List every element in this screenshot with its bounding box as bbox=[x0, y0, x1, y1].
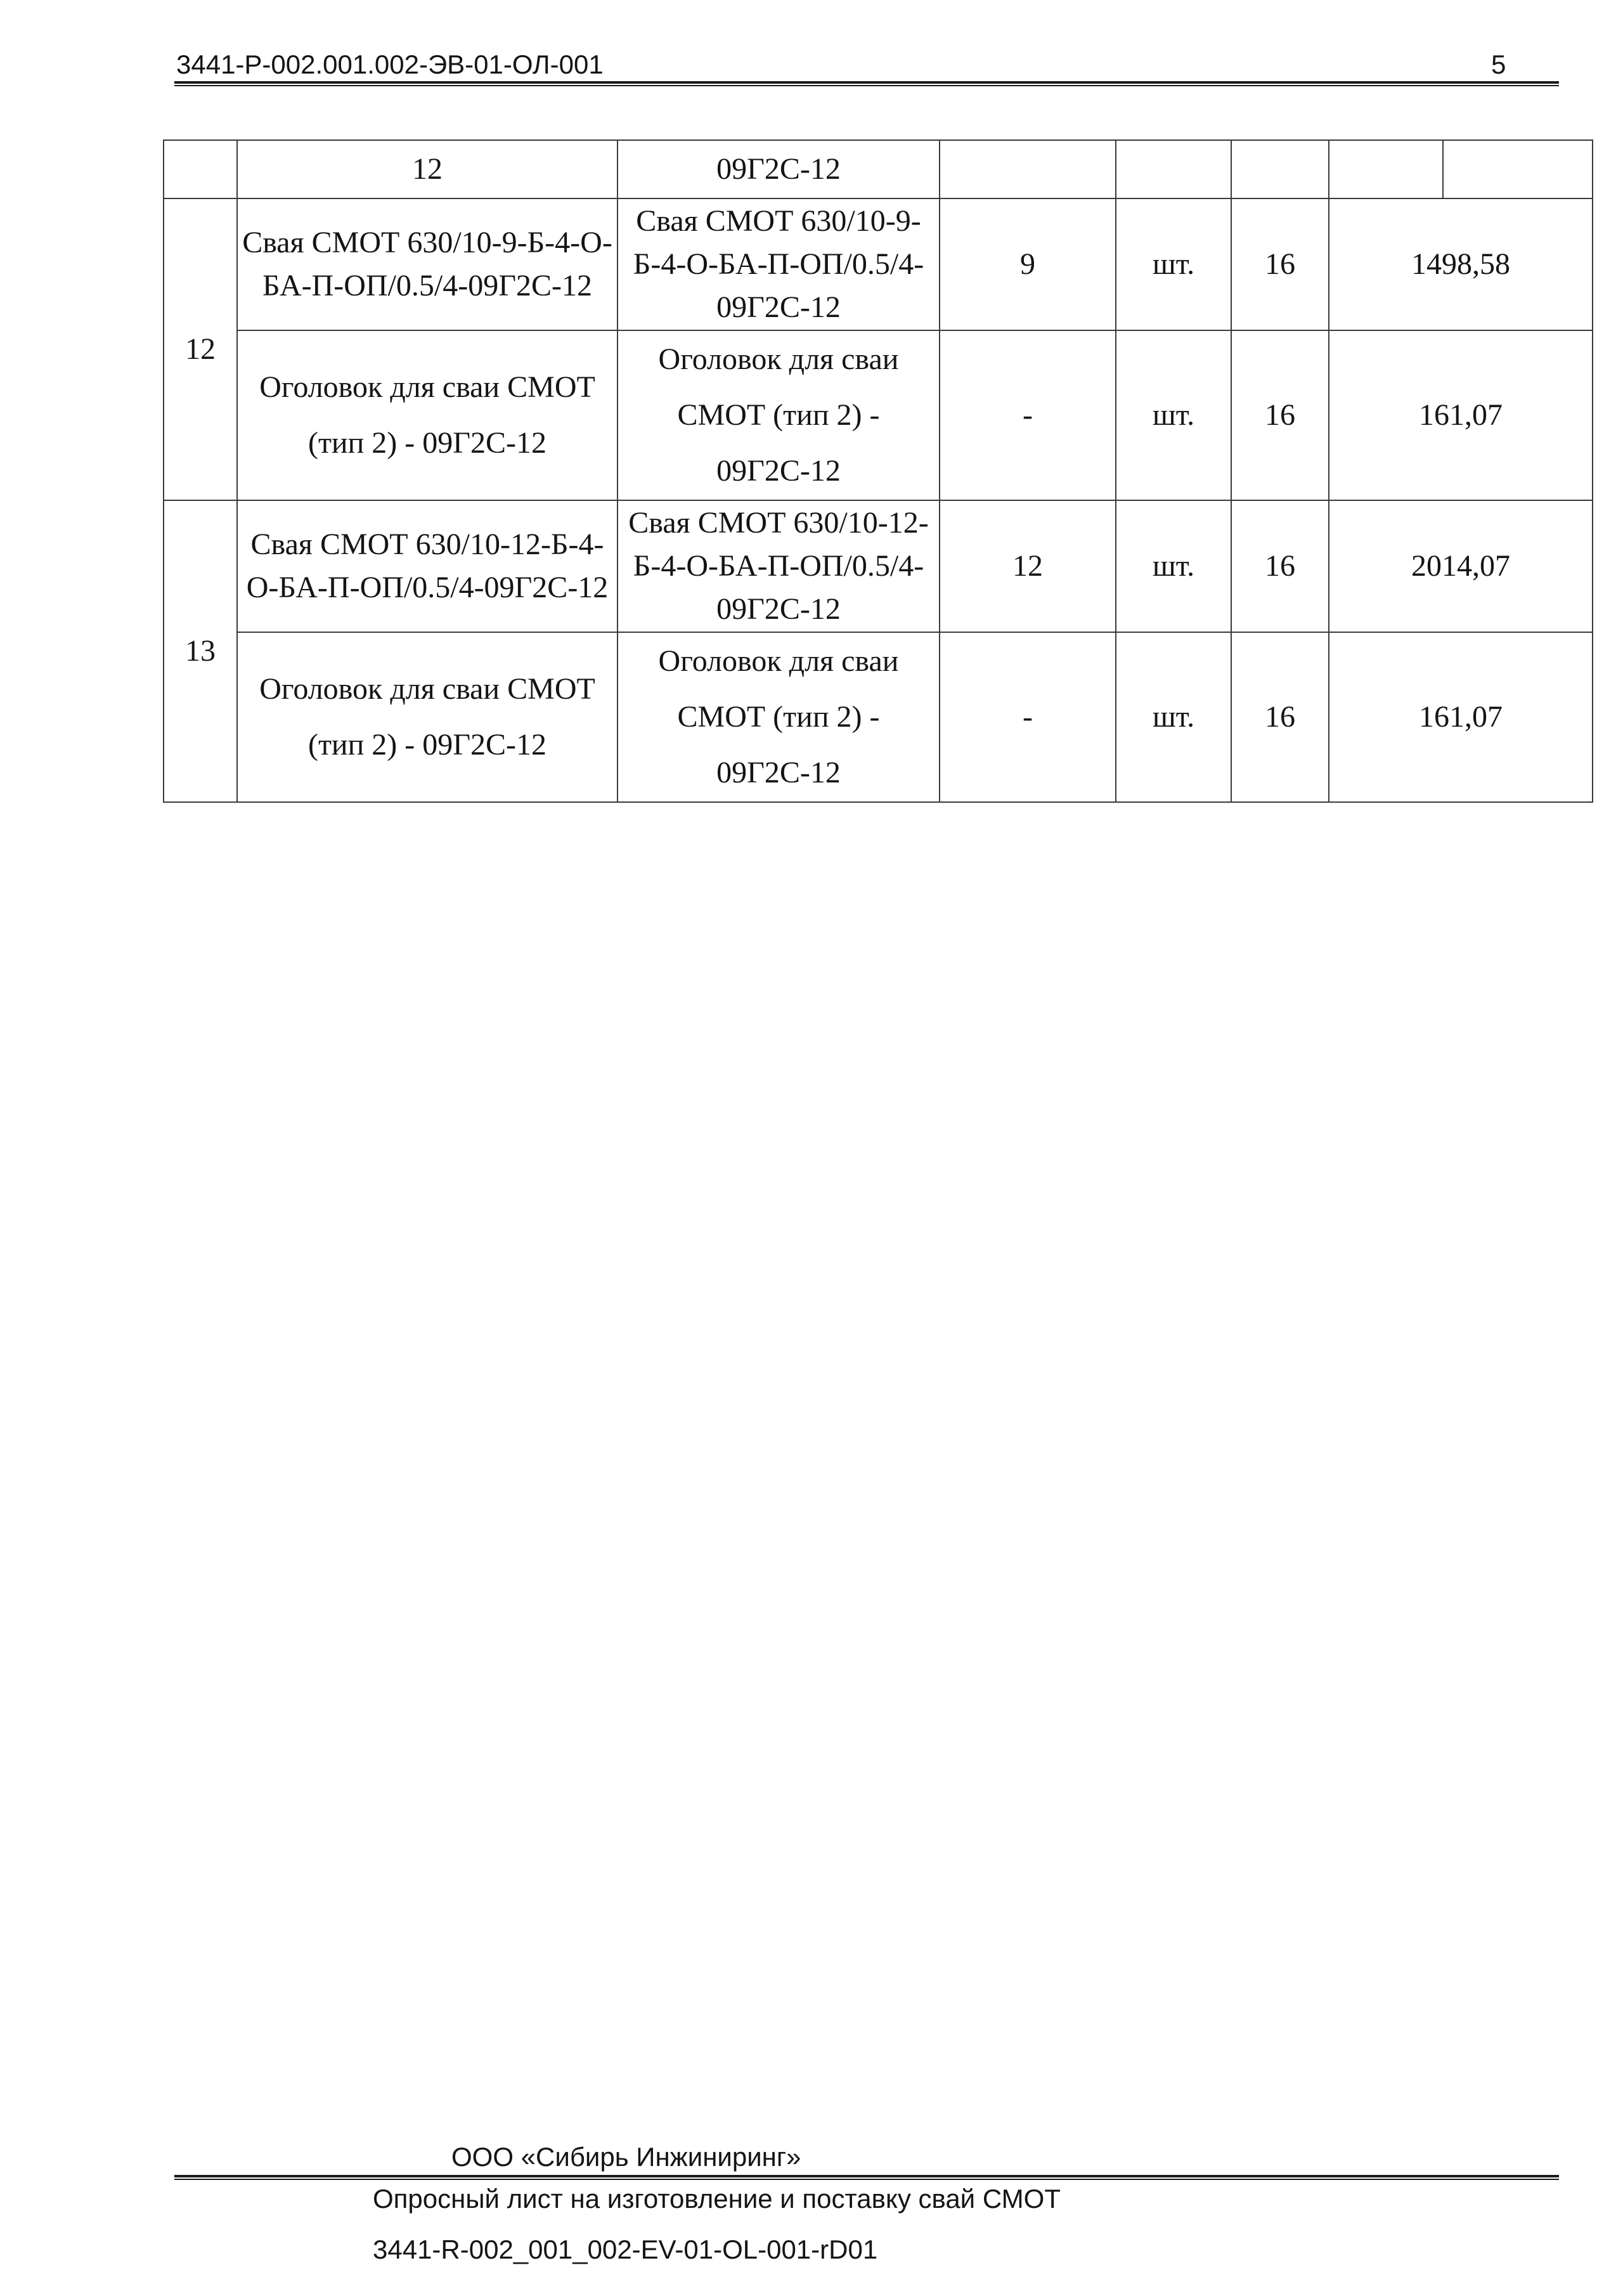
unit-cell: шт. bbox=[1116, 500, 1231, 632]
footer-company: ООО «Сибирь Инжиниринг» bbox=[451, 2142, 801, 2172]
footer-file-code: 3441-R-002_001_002-EV-01-OL-001-rD01 bbox=[373, 2234, 878, 2264]
name-cell: Оголовок для сваи СМОТ (тип 2) - 09Г2С-12 bbox=[237, 632, 618, 802]
page-number: 5 bbox=[1491, 49, 1506, 79]
qty-cell bbox=[1231, 140, 1329, 198]
specification-table bbox=[163, 139, 1593, 803]
name-cell: 12 bbox=[237, 140, 618, 198]
header-rule bbox=[174, 81, 1559, 86]
name-cell: Оголовок для сваи СМОТ (тип 2) - 09Г2С-12 bbox=[237, 330, 618, 500]
value-cell: 1498,58 bbox=[1329, 198, 1593, 330]
table-row bbox=[164, 500, 1593, 632]
length-cell: - bbox=[940, 330, 1116, 500]
qty-cell: 16 bbox=[1231, 198, 1329, 330]
group-number-cell: 12 bbox=[164, 198, 237, 500]
num-cell bbox=[164, 140, 237, 198]
alt-name-cell: Оголовок для сваи СМОТ (тип 2) - 09Г2С-12 bbox=[618, 632, 940, 802]
name-cell: Свая СМОТ 630/10-9-Б-4-О-БА-П-ОП/0.5/4-09Г2С-12 bbox=[237, 198, 618, 330]
footer-rule bbox=[174, 2175, 1559, 2180]
continuation-row bbox=[164, 140, 1593, 198]
value-cell bbox=[1329, 140, 1443, 198]
table-row bbox=[164, 198, 1593, 330]
unit-cell: шт. bbox=[1116, 330, 1231, 500]
unit-cell bbox=[1116, 140, 1231, 198]
value-cell: 2014,07 bbox=[1329, 500, 1593, 632]
qty-cell: 16 bbox=[1231, 632, 1329, 802]
unit-cell: шт. bbox=[1116, 632, 1231, 802]
alt-name-cell: 09Г2С-12 bbox=[618, 140, 940, 198]
empty-cell bbox=[1443, 140, 1593, 198]
qty-cell: 16 bbox=[1231, 330, 1329, 500]
table-row bbox=[164, 330, 1593, 500]
value-cell: 161,07 bbox=[1329, 330, 1593, 500]
qty-cell: 16 bbox=[1231, 500, 1329, 632]
length-cell: - bbox=[940, 632, 1116, 802]
alt-name-cell: Свая СМОТ 630/10-12-Б-4-О-БА-П-ОП/0.5/4-09Г2С-12 bbox=[618, 500, 940, 632]
group-number-cell: 13 bbox=[164, 500, 237, 802]
name-cell: Свая СМОТ 630/10-12-Б-4-О-БА-П-ОП/0.5/4-09Г2С-12 bbox=[237, 500, 618, 632]
document-code: 3441-Р-002.001.002-ЭВ-01-ОЛ-001 bbox=[176, 49, 604, 79]
alt-name-cell: Свая СМОТ 630/10-9-Б-4-О-БА-П-ОП/0.5/4-09Г2С-12 bbox=[618, 198, 940, 330]
footer-title: Опросный лист на изготовление и поставку свай СМОТ bbox=[373, 2184, 1061, 2214]
value-cell: 161,07 bbox=[1329, 632, 1593, 802]
length-cell: 9 bbox=[940, 198, 1116, 330]
alt-name-cell: Оголовок для сваи СМОТ (тип 2) - 09Г2С-12 bbox=[618, 330, 940, 500]
table-row bbox=[164, 632, 1593, 802]
unit-cell: шт. bbox=[1116, 198, 1231, 330]
length-cell: 12 bbox=[940, 500, 1116, 632]
length-cell bbox=[940, 140, 1116, 198]
